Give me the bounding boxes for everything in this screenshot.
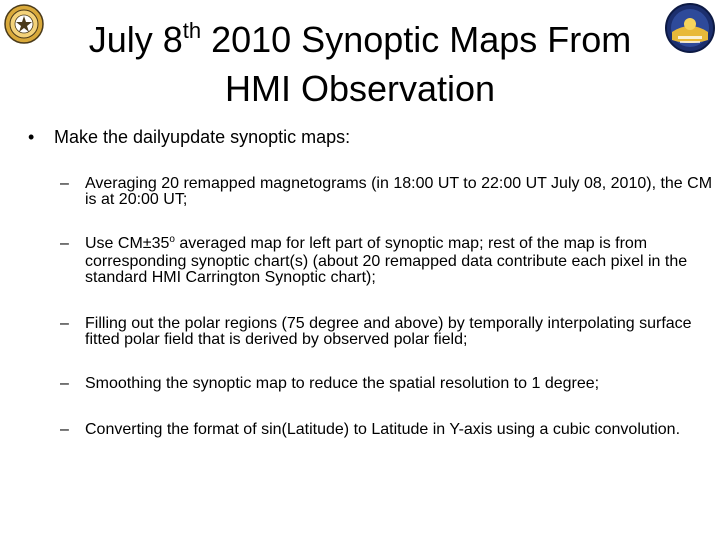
- dash-marker: –: [60, 235, 69, 252]
- sub-bullet-averaging: [60, 176, 716, 208]
- sub-bullet-list: [60, 176, 716, 438]
- sub-bullet-converting: [60, 422, 716, 438]
- main-bullet-text: Make the dailyupdate synoptic maps:: [54, 127, 351, 147]
- sub-bullet-text: Smoothing the synoptic map to reduce the spatial resolution to 1 degree;: [85, 375, 600, 392]
- sub-bullet-text: Filling out the polar regions (75 degree and above) by temporally interpolating surface fitted polar field that is derived by observed polar field;: [85, 315, 692, 348]
- sub-bullet-text: Use $CM\pm 35^o$ averaged map for left part of synoptic map; rest of the map is from corresponding synoptic chart(s) (about 20 remapped data contribute each pixel in the standard HMI Carrington Synoptic chart);: [85, 234, 688, 286]
- stanford-seal-logo: [4, 4, 44, 44]
- sub-bullet-polar: [60, 316, 716, 348]
- slide-title: [40, 18, 680, 111]
- bullet-marker: •: [28, 127, 35, 147]
- dash-marker: –: [60, 175, 69, 192]
- title-line-1: July 8th 2010 Synoptic Maps From: [88, 18, 632, 60]
- sub-bullet-text: Converting the format of sin(Latitude) to Latitude in Y-axis using a cubic convolution.: [85, 421, 681, 438]
- dash-marker: –: [60, 421, 69, 438]
- sub-bullet-smoothing: [60, 376, 716, 392]
- dash-marker: –: [60, 315, 69, 332]
- dash-marker: –: [60, 375, 69, 392]
- sub-bullet-text: Averaging 20 remapped magnetograms (in 18:00 UT to 22:00 UT July 08, 2010), the CM is at 20:00 UT;: [85, 175, 713, 208]
- sub-bullet-cm-map: [60, 236, 716, 286]
- title-line-2: HMI Observation: [224, 68, 496, 109]
- main-bullet: [28, 126, 350, 148]
